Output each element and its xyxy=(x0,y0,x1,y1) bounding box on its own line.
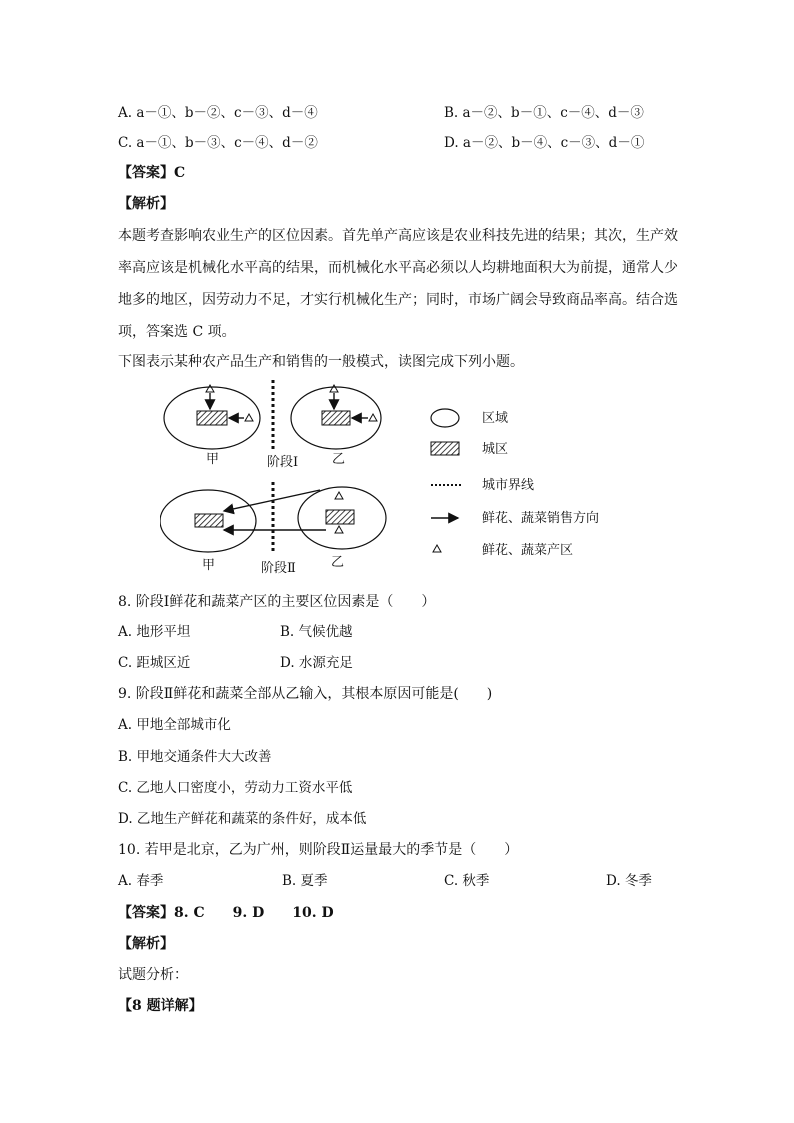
analysis-line-4: 项，答案选 C 项。 xyxy=(118,324,236,340)
q7-option-c: C. a－①、b－③、c－④、d－② xyxy=(118,135,318,151)
answer-label-1: 【答案】C xyxy=(118,165,186,181)
legend-city-icon xyxy=(431,442,459,455)
legend-produce-area: 鲜花、蔬菜产区 xyxy=(482,543,574,558)
label-jia-1: 甲 xyxy=(206,452,220,467)
city-yi-stage1 xyxy=(322,411,350,425)
q9-option-d: D. 乙地生产鲜花和蔬菜的条件好，成本低 xyxy=(118,811,367,827)
legend-produce-icon xyxy=(433,545,441,552)
q7-option-d: D. a－②、b－④、c－③、d－① xyxy=(444,135,645,151)
legend-sales-direction: 鲜花、蔬菜销售方向 xyxy=(482,511,600,526)
analysis-line-1: 本题考查影响农业生产的区位因素。首先单产高应该是农业科技先进的结果；其次，生产效 xyxy=(118,228,678,244)
analysis-intro-2: 试题分析： xyxy=(118,967,188,983)
q9-stem: 9. 阶段Ⅱ鲜花和蔬菜全部从乙输入，其根本原因可能是( ) xyxy=(118,686,493,702)
q7-option-a: A. a－①、b－②、c－③、d－④ xyxy=(118,105,318,121)
q8-detail-heading: 【8 题详解】 xyxy=(118,998,203,1014)
answer-label-2: 【答案】8. C 9. D 10. D xyxy=(118,905,334,921)
produce-area-icon xyxy=(335,526,343,533)
produce-area-icon xyxy=(335,492,343,499)
q7-option-b: B. a－②、b－①、c－④、d－③ xyxy=(444,105,644,121)
stage1-label: 阶段Ⅰ xyxy=(267,455,299,470)
legend-boundary: 城市界线 xyxy=(482,478,535,493)
legend-region-icon xyxy=(431,409,459,427)
label-jia-2: 甲 xyxy=(202,558,216,573)
q9-option-a: A. 甲地全部城市化 xyxy=(118,717,231,733)
q10-stem: 10. 若甲是北京，乙为广州，则阶段Ⅱ运量最大的季节是（ ） xyxy=(118,842,519,858)
produce-area-icon xyxy=(206,385,214,392)
q9-option-c: C. 乙地人口密度小，劳动力工资水平低 xyxy=(118,780,353,796)
city-jia-stage1 xyxy=(197,411,227,425)
analysis-title-2: 【解析】 xyxy=(118,936,174,952)
q8-option-b: B. 气候优越 xyxy=(280,624,353,640)
produce-area-icon xyxy=(245,414,253,421)
produce-area-icon xyxy=(369,414,377,421)
q8-stem: 8. 阶段Ⅰ鲜花和蔬菜产区的主要区位因素是（ ） xyxy=(118,594,436,610)
analysis-title-1: 【解析】 xyxy=(118,196,174,212)
legend-city: 城区 xyxy=(482,442,509,457)
production-sales-diagram xyxy=(160,378,630,583)
q9-option-b: B. 甲地交通条件大大改善 xyxy=(118,749,272,765)
label-yi-1: 乙 xyxy=(332,452,346,467)
stage2-label: 阶段Ⅱ xyxy=(261,561,296,576)
label-yi-2: 乙 xyxy=(331,555,345,570)
q8-option-c: C. 距城区近 xyxy=(118,655,191,671)
city-yi-stage2 xyxy=(326,510,354,524)
produce-area-icon xyxy=(330,385,338,392)
q8-option-a: A. 地形平坦 xyxy=(118,624,191,640)
intro-text: 下图表示某种农产品生产和销售的一般模式，读图完成下列小题。 xyxy=(118,354,524,370)
city-jia-stage2 xyxy=(195,514,223,527)
q10-option-a: A. 春季 xyxy=(118,873,164,889)
q10-option-c: C. 秋季 xyxy=(444,873,490,889)
q10-option-b: B. 夏季 xyxy=(282,873,328,889)
q8-option-d: D. 水源充足 xyxy=(280,655,353,671)
q10-option-d: D. 冬季 xyxy=(606,873,652,889)
analysis-line-3: 地多的地区，因劳动力不足，才实行机械化生产；同时，市场广阔会导致商品率高。结合选 xyxy=(118,292,678,308)
legend-region: 区域 xyxy=(482,411,509,426)
analysis-line-2: 率高应该是机械化水平高的结果，而机械化水平高必须以人均耕地面积大为前提，通常人少 xyxy=(118,260,678,276)
